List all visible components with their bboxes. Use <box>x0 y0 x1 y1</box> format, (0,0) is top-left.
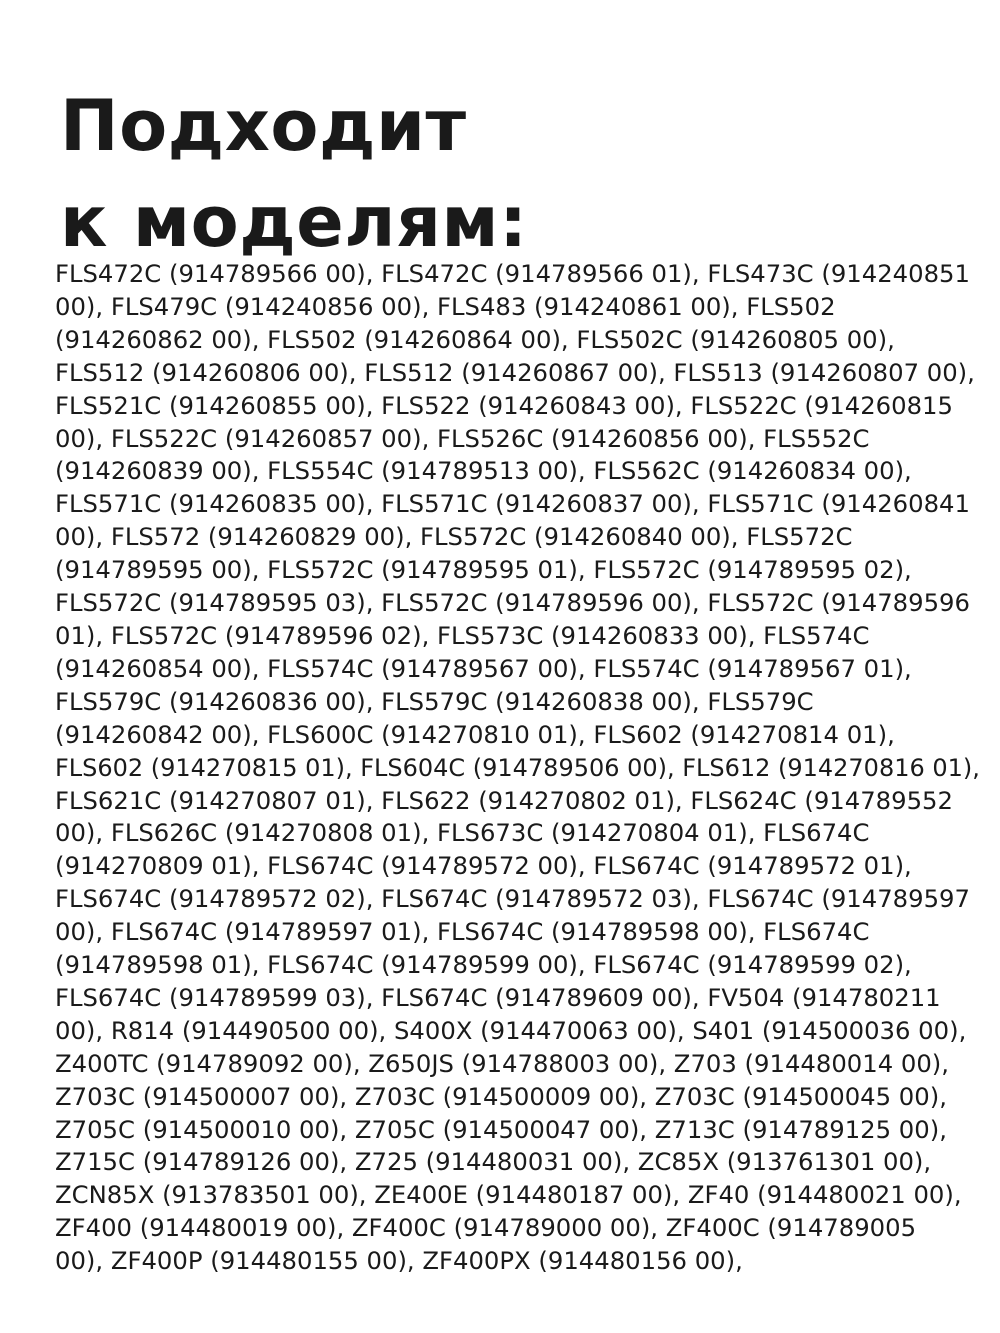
models-line: FLS521C (914260855 00), FLS522 (914260843 00), FLS522C (914260815 <box>55 390 953 420</box>
models-line: (914789595 00), FLS572C (914789595 01), FLS572C (914789595 02), <box>55 555 912 585</box>
models-line: FLS602 (914270815 01), FLS604C (914789506 00), FLS612 (914270816 01), <box>55 752 980 782</box>
models-line: 00), FLS674C (914789597 01), FLS674C (914789598 00), FLS674C <box>55 917 870 947</box>
models-line: FLS512 (914260806 00), FLS512 (914260867 00), FLS513 (914260807 00), <box>55 357 975 387</box>
compatible-models-list <box>55 258 980 1278</box>
models-line: ZCN85X (913783501 00), ZE400E (914480187 00), ZF40 (914480021 00), <box>55 1180 962 1210</box>
models-line: (914270809 01), FLS674C (914789572 00), FLS674C (914789572 01), <box>55 851 912 881</box>
models-line: (914260854 00), FLS574C (914789567 00), FLS574C (914789567 01), <box>55 653 912 683</box>
models-line: 00), ZF400P (914480155 00), ZF400PX (914480156 00), <box>55 1246 743 1276</box>
models-line: (914260862 00), FLS502 (914260864 00), FLS502C (914260805 00), <box>55 324 895 354</box>
models-line: FLS572C (914789595 03), FLS572C (914789596 00), FLS572C (914789596 <box>55 588 970 618</box>
models-line: 00), FLS522C (914260857 00), FLS526C (914260856 00), FLS552C <box>55 423 870 453</box>
models-line: FLS674C (914789599 03), FLS674C (914789609 00), FV504 (914780211 <box>55 982 941 1012</box>
models-line: (914260839 00), FLS554C (914789513 00), FLS562C (914260834 00), <box>55 456 912 486</box>
models-line: 00), R814 (914490500 00), S400X (914470063 00), S401 (914500036 00), <box>55 1015 967 1045</box>
models-line: FLS579C (914260836 00), FLS579C (914260838 00), FLS579C <box>55 686 814 716</box>
models-line: 00), FLS572 (914260829 00), FLS572C (914260840 00), FLS572C <box>55 522 853 552</box>
models-line: Z715C (914789126 00), Z725 (914480031 00), ZC85X (913761301 00), <box>55 1147 932 1177</box>
models-line: Z705C (914500010 00), Z705C (914500047 00), Z713C (914789125 00), <box>55 1114 947 1144</box>
models-line: (914789598 01), FLS674C (914789599 00), FLS674C (914789599 02), <box>55 950 912 980</box>
models-line: FLS472C (914789566 00), FLS472C (914789566 01), FLS473C (914240851 <box>55 259 970 288</box>
models-line: Z703C (914500007 00), Z703C (914500009 00), Z703C (914500045 00), <box>55 1081 947 1111</box>
page-title <box>60 78 940 270</box>
page-title-line-1: Подходит <box>60 85 467 167</box>
models-line: 00), FLS626C (914270808 01), FLS673C (914270804 01), FLS674C <box>55 818 870 848</box>
models-line: Z400TC (914789092 00), Z650JS (914788003 00), Z703 (914480014 00), <box>55 1048 949 1078</box>
models-line: 01), FLS572C (914789596 02), FLS573C (914260833 00), FLS574C <box>55 620 870 650</box>
models-line: FLS674C (914789572 02), FLS674C (914789572 03), FLS674C (914789597 <box>55 884 970 914</box>
models-line: 00), FLS479C (914240856 00), FLS483 (914240861 00), FLS502 <box>55 291 836 321</box>
page-title-line-2: к моделям: <box>60 181 528 263</box>
models-line: FLS571C (914260835 00), FLS571C (914260837 00), FLS571C (914260841 <box>55 489 970 519</box>
models-line: ZF400 (914480019 00), ZF400C (914789000 00), ZF400C (914789005 <box>55 1213 917 1243</box>
models-line: (914260842 00), FLS600C (914270810 01), FLS602 (914270814 01), <box>55 719 895 749</box>
models-line: FLS621C (914270807 01), FLS622 (914270802 01), FLS624C (914789552 <box>55 785 953 815</box>
